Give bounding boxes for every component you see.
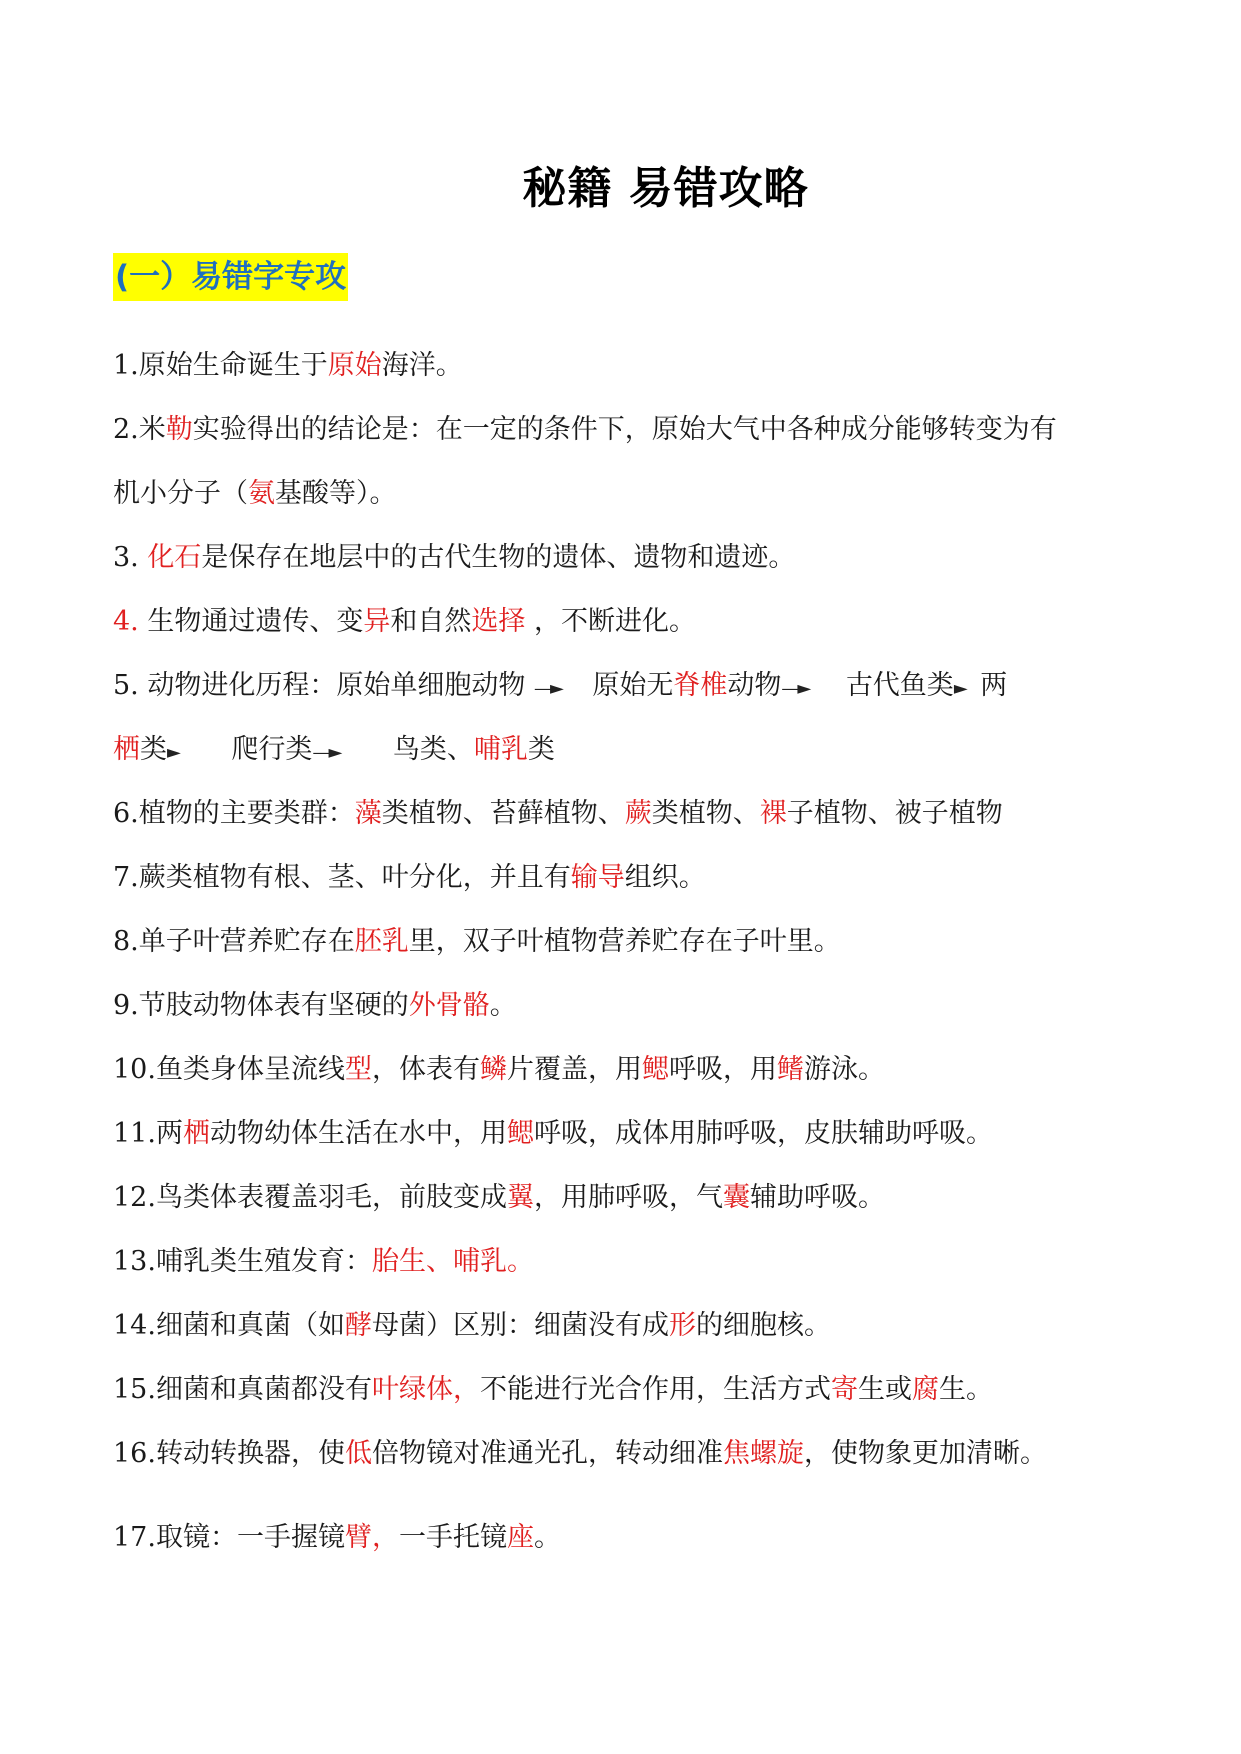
item-text: 两	[980, 670, 1008, 701]
highlight-text: 寄	[830, 1374, 858, 1405]
item-text: 9.节肢动物体表有坚硬的	[113, 990, 409, 1021]
item-text: 爬行类	[231, 734, 313, 765]
list-item	[113, 1358, 1143, 1422]
item-text: 一手托镜	[398, 1522, 507, 1553]
highlight-text: 外骨骼	[408, 990, 490, 1021]
item-text: 11.两	[113, 1118, 183, 1149]
item-text: 生。	[938, 1374, 993, 1405]
item-text: 7.蕨类植物有根、茎、叶分化，并且有	[113, 862, 571, 893]
item-text: ，用肺呼吸，气	[533, 1182, 723, 1213]
item-text: 动物	[727, 670, 782, 701]
highlight-text: 鳞	[479, 1054, 507, 1085]
highlight-text: 藻	[354, 798, 382, 829]
list-item	[113, 974, 1143, 1038]
arrow-icon: —►	[781, 678, 810, 699]
list-item	[113, 1294, 1143, 1358]
highlight-text: 型	[344, 1054, 372, 1085]
list-item	[113, 910, 1143, 974]
highlight-text: 腐	[911, 1374, 939, 1405]
highlight-text: 翼	[506, 1182, 534, 1213]
item-text: 2.米	[113, 414, 166, 445]
arrow-icon: —►	[312, 742, 341, 763]
list-item	[113, 1038, 1143, 1102]
highlight-text: 低	[344, 1438, 372, 1469]
highlight-text: 原始	[327, 350, 382, 381]
item-text: 基酸等）。	[275, 478, 397, 509]
item-text: 呼吸，用	[668, 1054, 777, 1085]
arrow-icon: ►	[167, 742, 179, 763]
item-text: 。	[533, 1522, 561, 1553]
highlight-text: 鳃	[641, 1054, 669, 1085]
item-text: 机小分子（	[113, 478, 248, 509]
item-text: 类	[140, 734, 167, 765]
item-text: 14.细菌和真菌（如	[113, 1310, 345, 1341]
item-text: 10.鱼类身体呈流线	[113, 1054, 345, 1085]
item-text: 和自然	[390, 606, 472, 637]
item-text: 的细胞核。	[695, 1310, 831, 1341]
list-item-continued	[113, 462, 1143, 526]
highlight-text: 鳃	[506, 1118, 534, 1149]
list-item	[113, 1166, 1143, 1230]
item-text: 实验得出的结论是：在一定的条件下，原始大气中各种成分能够转变为有	[192, 414, 1057, 445]
highlight-text: 裸	[759, 798, 787, 829]
section-heading: (一）易错字专攻	[113, 253, 348, 301]
item-text: ，不断进化。	[525, 606, 696, 637]
highlight-text: 异	[363, 606, 391, 637]
list-item	[113, 1506, 1143, 1570]
item-text: 17.取镜：一手握镜	[113, 1522, 345, 1553]
item-text: 5. 动物进化历程：原始单细胞动物	[113, 670, 526, 701]
arrow-icon: ►	[953, 678, 966, 699]
highlight-text: 酵	[344, 1310, 372, 1341]
item-text: 倍物镜对准通光孔，转动细准	[371, 1438, 723, 1469]
item-text: ，使物象更加清晰。	[803, 1438, 1047, 1469]
highlight-text: 形	[668, 1310, 696, 1341]
highlight-text: 座	[506, 1522, 534, 1553]
item-text: 1.原始生命诞生于	[113, 350, 328, 381]
highlight-text: 臂，	[344, 1522, 399, 1553]
item-text: 生物通过遗传、变	[138, 606, 364, 637]
item-text: 6.植物的主要类群：	[113, 798, 355, 829]
item-text: 古代鱼类	[845, 670, 954, 701]
item-text: 辅助呼吸。	[749, 1182, 885, 1213]
highlight-text: 叶绿体，	[371, 1374, 480, 1405]
item-text: 里，双子叶植物营养贮存在子叶里。	[408, 926, 841, 957]
highlight-text: 囊	[722, 1182, 750, 1213]
highlight-text: 输导	[570, 862, 625, 893]
item-text: 呼吸，成体用肺呼吸，皮肤辅助呼吸。	[533, 1118, 993, 1149]
item-text: 类植物、	[651, 798, 760, 829]
highlight-text: 鳍	[776, 1054, 804, 1085]
item-text: 海洋。	[381, 350, 463, 381]
item-text: 16.转动转换器，使	[113, 1438, 345, 1469]
item-text: 类	[527, 734, 555, 765]
item-text: 游泳。	[803, 1054, 885, 1085]
item-text: 原始无	[592, 670, 674, 701]
list-item	[113, 590, 1143, 654]
item-text: 动物幼体生活在水中，用	[209, 1118, 507, 1149]
list-item	[113, 782, 1143, 846]
list-item	[113, 846, 1143, 910]
highlight-text: 胎生、哺乳。	[371, 1246, 534, 1277]
highlight-text: 氨	[248, 478, 275, 509]
item-number: 4.	[113, 606, 139, 637]
item-text: 鸟类、	[392, 734, 474, 765]
highlight-text: 胚乳	[354, 926, 409, 957]
highlight-text: 焦螺旋	[722, 1438, 804, 1469]
list-item	[113, 526, 1143, 590]
list-item	[113, 1230, 1143, 1294]
highlight-text: 栖	[182, 1118, 210, 1149]
list-item	[113, 334, 1143, 398]
arrow-icon: —►	[533, 678, 562, 699]
item-text: 母菌）区别：细菌没有成	[371, 1310, 669, 1341]
item-text: 13.哺乳类生殖发育：	[113, 1246, 372, 1277]
item-text: 12.鸟类体表覆盖羽毛，前肢变成	[113, 1182, 507, 1213]
item-text: 不能进行光合作用，生活方式	[479, 1374, 831, 1405]
item-text: 组织。	[624, 862, 706, 893]
item-text: 8.单子叶营养贮存在	[113, 926, 355, 957]
highlight-text: 蕨	[624, 798, 652, 829]
item-text: 生或	[857, 1374, 912, 1405]
highlight-text: 哺乳	[473, 734, 528, 765]
list-item	[113, 1422, 1143, 1486]
highlight-text: 勒	[165, 414, 193, 445]
item-text: ，体表有	[371, 1054, 480, 1085]
list-item-continued	[113, 718, 1143, 785]
list-item	[113, 1102, 1143, 1166]
list-item-evolution	[113, 654, 1143, 721]
item-text: 片覆盖，用	[506, 1054, 642, 1085]
item-text: 类植物、苔藓植物、	[381, 798, 625, 829]
item-text: 。	[489, 990, 517, 1021]
highlight-text: 选择	[471, 606, 526, 637]
item-text: 15.细菌和真菌都没有	[113, 1374, 372, 1405]
item-text: 3.	[113, 542, 148, 573]
list-item	[113, 398, 1143, 462]
highlight-text: 脊椎	[673, 670, 728, 701]
highlight-text: 化石	[147, 542, 202, 573]
page-title: 秘籍 易错攻略	[522, 163, 809, 214]
highlight-text: 栖	[113, 734, 140, 765]
item-text: 子植物、被子植物	[786, 798, 1003, 829]
item-text: 是保存在地层中的古代生物的遗体、遗物和遗迹。	[201, 542, 796, 573]
